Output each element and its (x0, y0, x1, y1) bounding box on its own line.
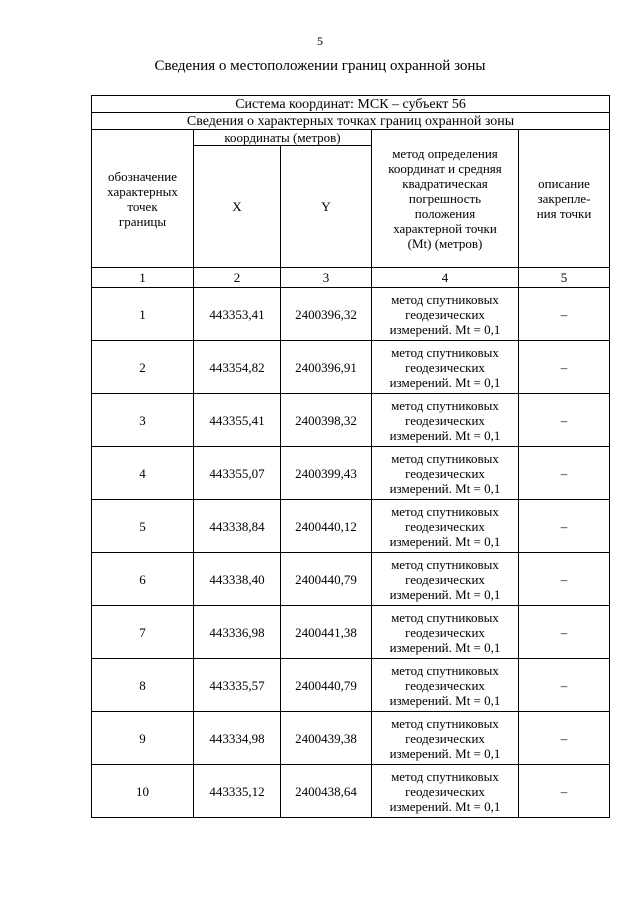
header-line: положения (414, 206, 476, 221)
y-coordinate-cell: 2400438,64 (281, 765, 372, 818)
column-number: 2 (194, 268, 281, 288)
description-cell: – (519, 765, 610, 818)
y-coordinate-cell: 2400440,12 (281, 500, 372, 553)
header-line: ния точки (536, 206, 592, 221)
table-row (92, 659, 610, 712)
column-number: 1 (92, 268, 194, 288)
header-line: описание (538, 176, 590, 191)
method-cell (372, 341, 519, 394)
header-line: квадратическая (402, 176, 488, 191)
x-coordinate-cell: 443335,12 (194, 765, 281, 818)
header-line: закрепле- (537, 191, 591, 206)
x-coordinate-cell: 443334,98 (194, 712, 281, 765)
method-line: измерений. Mt = 0,1 (389, 692, 501, 708)
method-line: геодезических (405, 306, 485, 322)
table-row (92, 606, 610, 659)
document-title: Сведения о местоположении границ охранной зоны (154, 58, 486, 74)
column-number: 3 (281, 268, 372, 288)
method-line: измерений. Mt = 0,1 (389, 374, 501, 390)
table-row (92, 553, 610, 606)
method-line: измерений. Mt = 0,1 (389, 321, 501, 337)
header-line: координат и средняя (388, 161, 502, 176)
method-line: измерений. Mt = 0,1 (389, 798, 501, 814)
point-number-cell: 2 (92, 341, 194, 394)
y-coordinate-cell: 2400396,91 (281, 341, 372, 394)
method-line: метод спутниковых (391, 556, 499, 572)
point-number-cell: 6 (92, 553, 194, 606)
method-line: измерений. Mt = 0,1 (389, 427, 501, 443)
table-subtitle-cell: Сведения о характерных точках границ охранной зоны (92, 113, 610, 130)
table-row (92, 394, 610, 447)
method-line: геодезических (405, 359, 485, 375)
method-cell (372, 288, 519, 341)
description-cell: – (519, 500, 610, 553)
method-cell (372, 606, 519, 659)
method-line: геодезических (405, 412, 485, 428)
y-coordinate-cell: 2400396,32 (281, 288, 372, 341)
method-line: метод спутниковых (391, 344, 499, 360)
header-line: (Mt) (метров) (407, 236, 483, 251)
point-number-cell: 10 (92, 765, 194, 818)
description-cell: – (519, 606, 610, 659)
header-x: X (194, 146, 281, 268)
x-coordinate-cell: 443354,82 (194, 341, 281, 394)
method-line: геодезических (405, 624, 485, 640)
method-cell (372, 394, 519, 447)
coordinates-table (91, 95, 610, 818)
x-coordinate-cell: 443338,84 (194, 500, 281, 553)
point-number-cell: 5 (92, 500, 194, 553)
y-coordinate-cell: 2400440,79 (281, 553, 372, 606)
method-line: измерений. Mt = 0,1 (389, 639, 501, 655)
table-row (92, 712, 610, 765)
header-method (372, 130, 519, 268)
x-coordinate-cell: 443335,57 (194, 659, 281, 712)
header-line: точек (127, 198, 158, 214)
x-coordinate-cell: 443353,41 (194, 288, 281, 341)
method-cell (372, 765, 519, 818)
table-row (92, 288, 610, 341)
method-cell (372, 447, 519, 500)
method-line: измерений. Mt = 0,1 (389, 533, 501, 549)
y-coordinate-cell: 2400440,79 (281, 659, 372, 712)
method-line: геодезических (405, 730, 485, 746)
header-description (519, 130, 610, 268)
x-coordinate-cell: 443338,40 (194, 553, 281, 606)
description-cell: – (519, 659, 610, 712)
y-coordinate-cell: 2400399,43 (281, 447, 372, 500)
column-number: 4 (372, 268, 519, 288)
x-coordinate-cell: 443355,07 (194, 447, 281, 500)
y-coordinate-cell: 2400441,38 (281, 606, 372, 659)
method-cell (372, 659, 519, 712)
method-line: геодезических (405, 677, 485, 693)
point-number-cell: 9 (92, 712, 194, 765)
method-line: метод спутниковых (391, 291, 499, 307)
x-coordinate-cell: 443355,41 (194, 394, 281, 447)
method-line: геодезических (405, 783, 485, 799)
description-cell: – (519, 288, 610, 341)
x-coordinate-cell: 443336,98 (194, 606, 281, 659)
method-line: геодезических (405, 465, 485, 481)
table-row (92, 341, 610, 394)
point-number-cell: 3 (92, 394, 194, 447)
method-cell (372, 712, 519, 765)
point-number-cell: 1 (92, 288, 194, 341)
point-number-cell: 7 (92, 606, 194, 659)
header-y: Y (281, 146, 372, 268)
method-line: метод спутниковых (391, 397, 499, 413)
method-cell (372, 500, 519, 553)
header-line: характерной точки (393, 221, 497, 236)
method-line: метод спутниковых (391, 662, 499, 678)
method-line: метод спутниковых (391, 609, 499, 625)
method-line: метод спутниковых (391, 503, 499, 519)
coordinate-system-cell: Система координат: МСК – субъект 56 (92, 96, 610, 113)
point-number-cell: 8 (92, 659, 194, 712)
description-cell: – (519, 394, 610, 447)
method-cell (372, 553, 519, 606)
description-cell: – (519, 712, 610, 765)
header-line: погрешность (408, 191, 482, 206)
method-line: метод спутниковых (391, 768, 499, 784)
header-coordinates: координаты (метров) (194, 130, 372, 146)
method-line: метод спутниковых (391, 715, 499, 731)
header-line: характерных (107, 183, 178, 199)
point-number-cell: 4 (92, 447, 194, 500)
method-line: геодезических (405, 571, 485, 587)
header-designation (92, 130, 194, 268)
description-cell: – (519, 341, 610, 394)
table-row (92, 765, 610, 818)
description-cell: – (519, 553, 610, 606)
description-cell: – (519, 447, 610, 500)
page-number: 5 (317, 34, 323, 48)
y-coordinate-cell: 2400398,32 (281, 394, 372, 447)
method-line: измерений. Mt = 0,1 (389, 586, 501, 602)
y-coordinate-cell: 2400439,38 (281, 712, 372, 765)
method-line: измерений. Mt = 0,1 (389, 745, 501, 761)
column-number: 5 (519, 268, 610, 288)
header-line: метод определения (392, 146, 498, 161)
method-line: метод спутниковых (391, 450, 499, 466)
table-row (92, 500, 610, 553)
method-line: геодезических (405, 518, 485, 534)
header-line: границы (118, 213, 167, 229)
table-row (92, 447, 610, 500)
method-line: измерений. Mt = 0,1 (389, 480, 501, 496)
header-line: обозначение (108, 168, 177, 184)
